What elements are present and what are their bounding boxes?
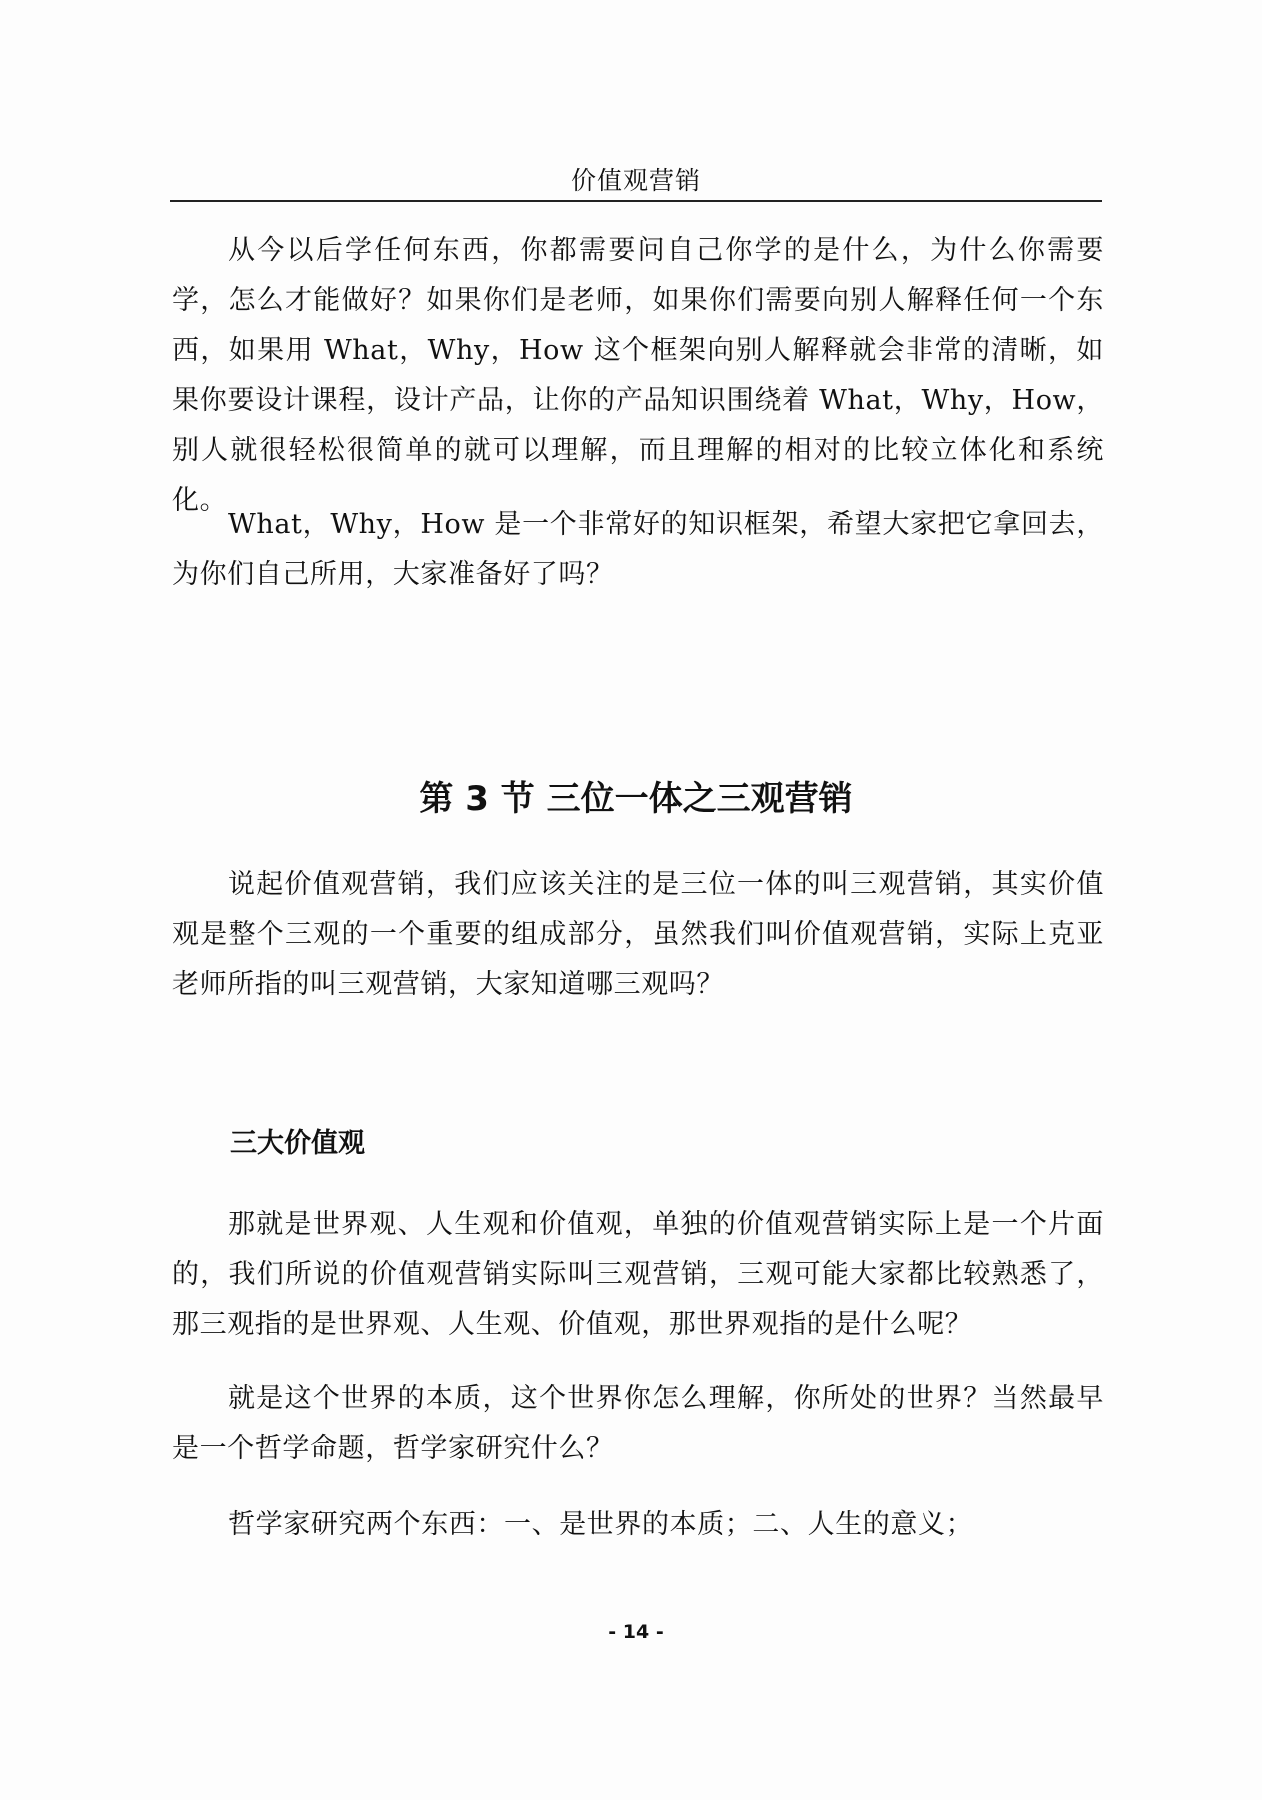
running-header-title: 价值观营销 <box>570 166 701 195</box>
paragraph-world-essence: 就是这个世界的本质，这个世界你怎么理解，你所处的世界？当然最早是一个哲学命题，哲学家研究什么？ <box>172 1383 1104 1464</box>
subsection-title: 三大价值观 <box>230 1128 365 1159</box>
paragraph-three-views: 那就是世界观、人生观和价值观，单独的价值观营销实际上是一个片面的，我们所说的价值观营销实际叫三观营销，三观可能大家都比较熟悉了，那三观指的是世界观、人生观、价值观，那世界观指的是什么呢？ <box>172 1209 1104 1340</box>
page-number: - 14 - <box>608 1621 664 1643</box>
paragraph-framework-summary: What，Why，How 是一个非常好的知识框架，希望大家把它拿回去，为你们自己所用，大家准备好了吗？ <box>172 509 1104 590</box>
header-divider <box>170 200 1102 202</box>
paragraph-philosophers: 哲学家研究两个东西：一、是世界的本质；二、人生的意义； <box>228 1509 974 1540</box>
paragraph-what-why-how-intro: 从今以后学任何东西，你都需要问自己你学的是什么，为什么你需要学，怎么才能做好？如果你们是老师，如果你们需要向别人解释任何一个东西，如果用 What，Why，How 这个框架向别人解释就会非常的清晰，如果你要设计课程，设计产品，让你的产品知识围绕着 What，Why，How，别人就很轻松很简单的就可以理解，而且理解的相对的比较立体化和系统化。 <box>172 235 1104 516</box>
section-title: 第 3 节 三位一体之三观营销 <box>419 779 853 819</box>
paragraph-section-intro: 说起价值观营销，我们应该关注的是三位一体的叫三观营销，其实价值观是整个三观的一个重要的组成部分，虽然我们叫价值观营销，实际上克亚老师所指的叫三观营销，大家知道哪三观吗？ <box>172 869 1104 1000</box>
